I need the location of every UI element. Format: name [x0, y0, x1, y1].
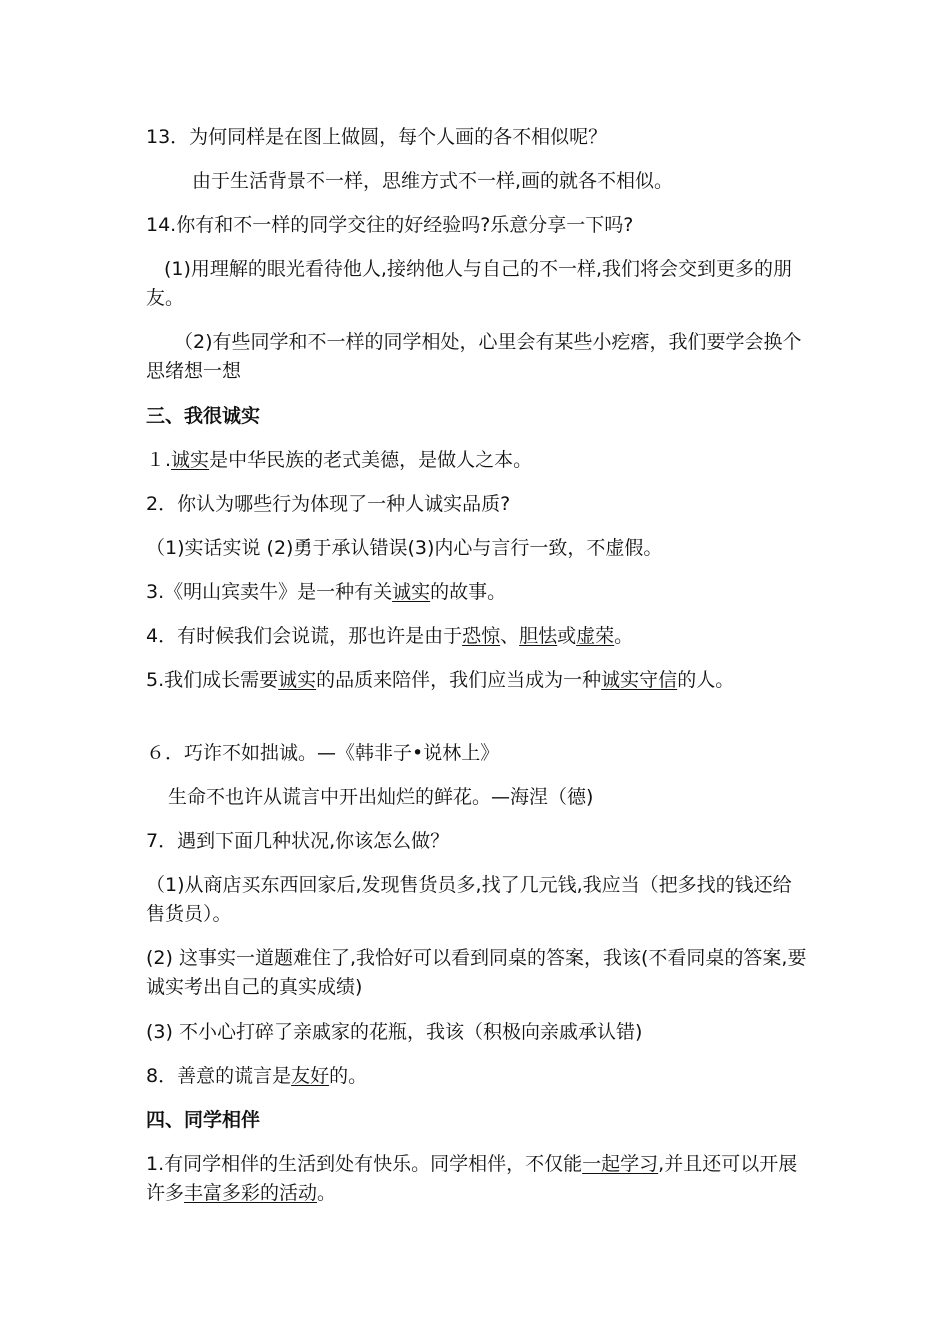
s3-item-3-prefix: 3.《明山宾卖牛》是一种有关 [146, 581, 393, 603]
s3-item-6-quote-2: 生命不也许从谎言中开出灿烂的鲜花。—海涅（德) [168, 786, 594, 808]
s3-item-4 [146, 622, 810, 651]
s3-item-5-underlined-1: 诚实 [278, 669, 317, 691]
s3-item-1 [146, 446, 810, 475]
s3-item-7-answer-3: (3) 不小心打碎了亲戚家的花瓶，我该（积极向亲戚承认错) [146, 1021, 643, 1043]
s4-item-1 [146, 1150, 810, 1208]
s3-item-1-text: 是中华民族的老式美德，是做人之本。 [209, 449, 533, 471]
question-14: 14.你有和不一样的同学交往的好经验吗?乐意分享一下吗? [146, 214, 634, 236]
s3-item-8 [146, 1062, 810, 1091]
answer-14-1: (1)用理解的眼光看待他人,接纳他人与自己的不一样,我们将会交到更多的朋友。 [146, 258, 792, 309]
s3-item-4-underlined-2: 胆怯 [519, 625, 558, 647]
s3-item-3-text: 的故事。 [430, 581, 507, 603]
s3-item-3-underlined: 诚实 [392, 581, 431, 603]
s3-item-4-prefix: 4．有时候我们会说谎，那也许是由于 [146, 625, 463, 647]
s3-item-4-sep-2: 或 [557, 625, 577, 647]
s3-item-1-underlined: 诚实 [171, 449, 210, 471]
answer-14-2: （2)有些同学和不一样的同学相处，心里会有某些小疙瘩，我们要学会换个思绪想一想 [146, 331, 802, 382]
question-13: 13．为何同样是在图上做圆，每个人画的各不相似呢？ [146, 126, 608, 148]
s3-item-4-sep-1: 、 [500, 625, 520, 647]
answer-13: 由于生活背景不一样，思维方式不一样,画的就各不相似。 [192, 170, 674, 192]
s3-item-7-answer-2: (2) 这事实一道题难住了,我恰好可以看到同桌的答案，我该(不看同桌的答案,要诚实考出自己的真实成绩) [146, 947, 807, 998]
s3-item-8-text: 的。 [329, 1065, 368, 1087]
s3-item-3 [146, 578, 810, 607]
s3-item-8-underlined: 友好 [291, 1065, 330, 1087]
s3-item-5-middle: 的品质来陪伴，我们应当成为一种 [316, 669, 602, 691]
s3-item-7-question: 7．遇到下面几种状况,你该怎么做？ [146, 830, 450, 852]
s3-item-8-prefix: 8．善意的谎言是 [146, 1065, 292, 1087]
s3-item-7-answer-1: （1)从商店买东西回家后,发现售货员多,找了几元钱,我应当（把多找的钱还给售货员）。 [146, 874, 792, 925]
s3-item-1-prefix: １. [146, 449, 172, 471]
s3-item-4-underlined-3: 虚荣 [576, 625, 615, 647]
s3-item-6-quote: ６．巧诈不如拙诚。—《韩非子•说林上》 [146, 742, 500, 764]
s3-item-4-underlined-1: 恐惊 [462, 625, 501, 647]
section-4-title: 四、同学相伴 [146, 1109, 261, 1131]
section-3-title: 三、我很诚实 [146, 405, 261, 427]
s4-item-1-underlined-2: 丰富多彩的活动 [184, 1182, 318, 1204]
s3-item-4-text: 。 [614, 625, 634, 647]
s3-item-5-underlined-2: 诚实守信 [601, 669, 678, 691]
s4-item-1-prefix: 1.有同学相伴的生活到处有快乐。同学相伴，不仅能 [146, 1153, 583, 1175]
s3-item-5-text: 的人。 [677, 669, 735, 691]
s3-item-2-answer: （1)实话实说 (2)勇于承认错误(3)内心与言行一致，不虚假。 [146, 537, 663, 559]
s4-item-1-text: 。 [317, 1182, 337, 1204]
s3-item-5 [146, 666, 810, 695]
s4-item-1-middle: ,并且还可以开展许多 [146, 1153, 798, 1204]
s4-item-1-underlined-1: 一起学习 [582, 1153, 659, 1175]
s3-item-5-prefix: 5.我们成长需要 [146, 669, 279, 691]
s3-item-2-question: 2．你认为哪些行为体现了一种人诚实品质? [146, 493, 511, 515]
